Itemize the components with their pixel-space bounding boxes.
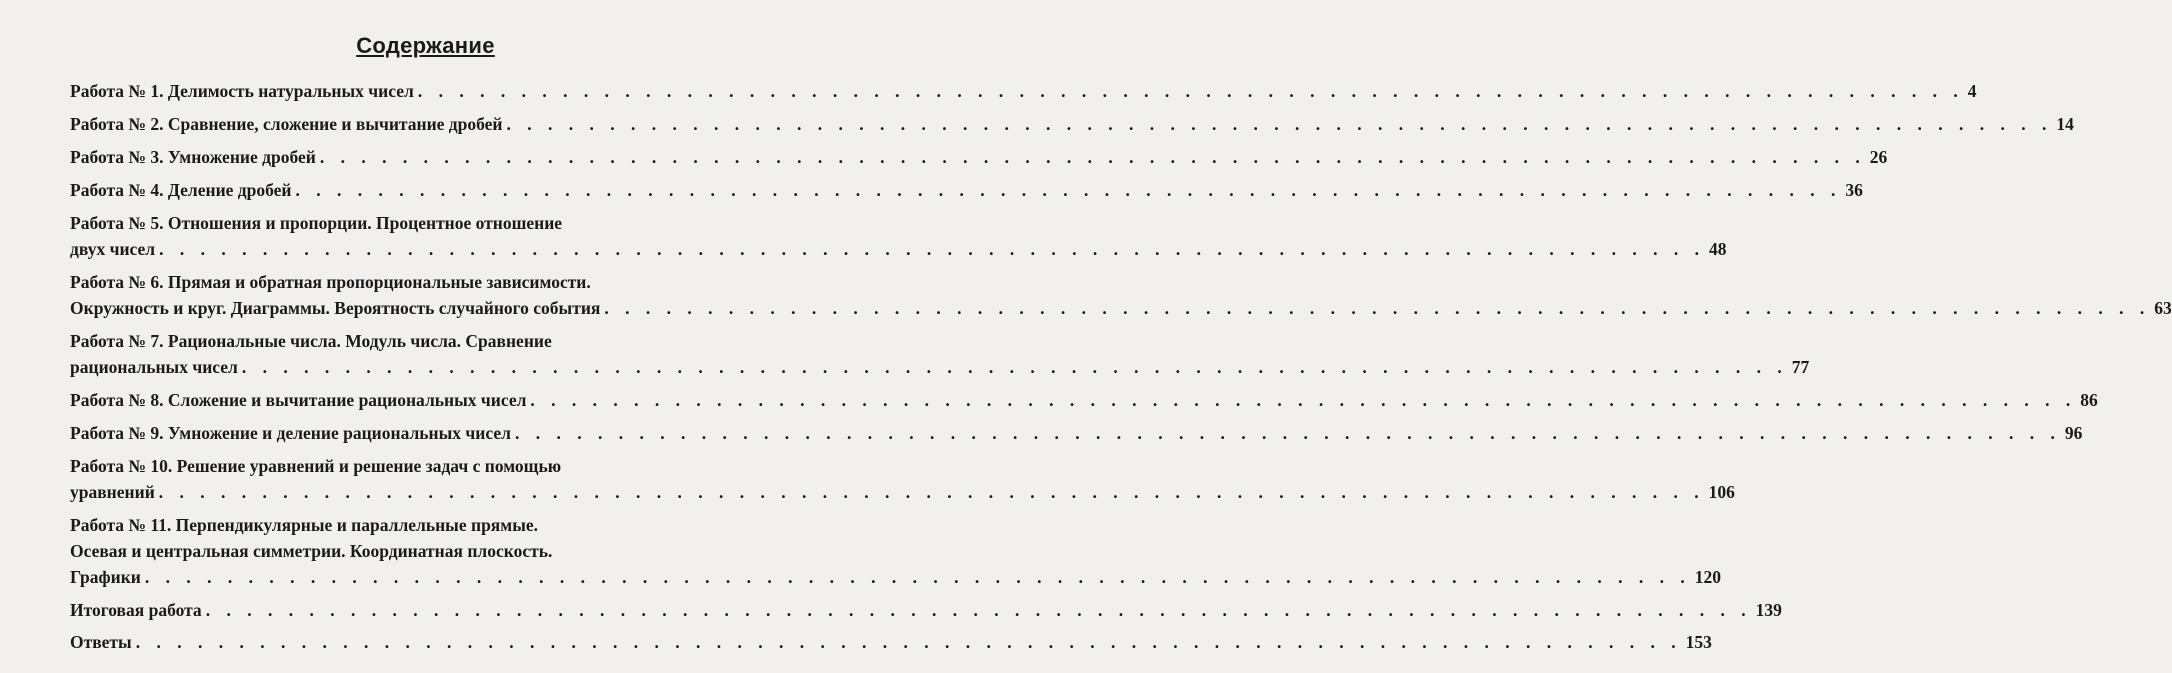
dot-leader: . . . . . . . . . . . . . . . . . . . . . . . . . . . . . . . . . . . . . . . . . . . . . . . . . . . . . . . . . . . . . . . . . . . . . . . . . . . — [135, 632, 1682, 652]
toc-page-number: 14 — [2056, 114, 2074, 134]
toc-entry-title-line: Работа № 9. Умножение и деление рациональных чисел — [70, 423, 511, 443]
toc-page-number: 120 — [1694, 567, 1721, 587]
dot-leader: . . . . . . . . . . . . . . . . . . . . . . . . . . . . . . . . . . . . . . . . . . . . . . . . . . . . . . . . . . . . . . . . . . . . . . . . . . . — [417, 81, 1964, 101]
toc-entry-title-line: Работа № 7. Рациональные числа. Модуль числа. Сравнение — [70, 331, 552, 351]
toc-entry[interactable] — [70, 78, 1977, 104]
toc-entry-title-line: Работа № 10. Решение уравнений и решение задач с помощью — [70, 456, 562, 476]
toc-entry[interactable] — [70, 328, 1810, 380]
toc-entry[interactable] — [70, 111, 2074, 137]
toc-page-number: 86 — [2080, 390, 2098, 410]
toc-entry-title-line: Работа № 4. Деление дробей — [70, 180, 292, 200]
toc-entry-title-line: уравнений — [70, 482, 155, 502]
dot-leader: . . . . . . . . . . . . . . . . . . . . . . . . . . . . . . . . . . . . . . . . . . . . . . . . . . . . . . . . . . . . . . . . . . . . . . . . . . . — [144, 567, 1691, 587]
toc-entry-title-line: двух чисел — [70, 239, 156, 259]
toc-page-number: 96 — [2064, 423, 2083, 443]
dot-leader: . . . . . . . . . . . . . . . . . . . . . . . . . . . . . . . . . . . . . . . . . . . . . . . . . . . . . . . . . . . . . . . . . . . . . . . . . . . — [159, 239, 1705, 259]
toc-entry[interactable] — [70, 269, 2172, 321]
toc-entry-title-line: Работа № 5. Отношения и пропорции. Процентное отношение — [70, 213, 563, 233]
toc-entry-title-line: Работа № 1. Делимость натуральных чисел — [70, 81, 414, 101]
toc-page-number: 153 — [1685, 632, 1712, 652]
dot-leader: . . . . . . . . . . . . . . . . . . . . . . . . . . . . . . . . . . . . . . . . . . . . . . . . . . . . . . . . . . . . . . . . . . . . . . . . . . . — [295, 180, 1842, 200]
toc-page-number: 4 — [1967, 81, 1977, 101]
toc-entry-title-line: Окружность и круг. Диаграммы. Вероятность случайного события — [70, 298, 601, 318]
toc-entry[interactable] — [70, 629, 1712, 655]
toc-entry[interactable] — [70, 512, 1721, 590]
toc-page-number: 77 — [1791, 357, 1810, 377]
toc-page-number: 26 — [1869, 147, 1888, 167]
toc-entry[interactable] — [70, 597, 1782, 623]
toc-page-number: 63 — [2154, 298, 2172, 318]
toc-entry-title-line: Работа № 3. Умножение дробей — [70, 147, 316, 167]
toc-page-number: 106 — [1708, 482, 1735, 502]
toc-entry-title-line: Работа № 6. Прямая и обратная пропорциональные зависимости. — [70, 272, 591, 292]
dot-leader: . . . . . . . . . . . . . . . . . . . . . . . . . . . . . . . . . . . . . . . . . . . . . . . . . . . . . . . . . . . . . . . . . . . . . . . . . . . — [514, 423, 2061, 443]
toc-entry-title-line: Итоговая работа — [70, 600, 202, 620]
toc-entry[interactable] — [70, 453, 1735, 505]
toc-entry[interactable] — [70, 420, 2083, 446]
toc-entry-title-line: Работа № 11. Перпендикулярные и параллельные прямые. — [70, 515, 538, 535]
page-title: Содержание — [356, 33, 495, 58]
toc-entry-title-line: Работа № 2. Сравнение, сложение и вычитание дробей — [70, 114, 503, 134]
toc-entry-title-line: рациональных чисел — [70, 357, 238, 377]
dot-leader: . . . . . . . . . . . . . . . . . . . . . . . . . . . . . . . . . . . . . . . . . . . . . . . . . . . . . . . . . . . . . . . . . . . . . . . . . . . — [319, 147, 1866, 167]
toc-entry-title-line: Работа № 8. Сложение и вычитание рациональных чисел — [70, 390, 527, 410]
toc-entry[interactable] — [70, 387, 2098, 413]
dot-leader: . . . . . . . . . . . . . . . . . . . . . . . . . . . . . . . . . . . . . . . . . . . . . . . . . . . . . . . . . . . . . . . . . . . . . . . . . . . — [506, 114, 2053, 134]
dot-leader: . . . . . . . . . . . . . . . . . . . . . . . . . . . . . . . . . . . . . . . . . . . . . . . . . . . . . . . . . . . . . . . . . . . . . . . . . . . — [205, 600, 1752, 620]
toc-entry[interactable] — [70, 177, 1863, 203]
toc-page-number: 48 — [1708, 239, 1727, 259]
dot-leader: . . . . . . . . . . . . . . . . . . . . . . . . . . . . . . . . . . . . . . . . . . . . . . . . . . . . . . . . . . . . . . . . . . . . . . . . . . . — [158, 482, 1705, 502]
toc-entry[interactable] — [70, 144, 1888, 170]
toc-page-number: 36 — [1845, 180, 1863, 200]
toc-entry-title-line: Графики — [70, 567, 141, 587]
dot-leader: . . . . . . . . . . . . . . . . . . . . . . . . . . . . . . . . . . . . . . . . . . . . . . . . . . . . . . . . . . . . . . . . . . . . . . . . . . . — [604, 298, 2151, 318]
toc-page-number: 139 — [1755, 600, 1782, 620]
toc-entry-title-line: Ответы — [70, 632, 132, 652]
dot-leader: . . . . . . . . . . . . . . . . . . . . . . . . . . . . . . . . . . . . . . . . . . . . . . . . . . . . . . . . . . . . . . . . . . . . . . . . . . . — [241, 357, 1788, 377]
toc-entry-title-line: Осевая и центральная симметрии. Координатная плоскость. — [70, 541, 553, 561]
dot-leader: . . . . . . . . . . . . . . . . . . . . . . . . . . . . . . . . . . . . . . . . . . . . . . . . . . . . . . . . . . . . . . . . . . . . . . . . . . . — [530, 390, 2077, 410]
toc-entry[interactable] — [70, 210, 1727, 262]
table-of-contents — [70, 78, 2172, 655]
